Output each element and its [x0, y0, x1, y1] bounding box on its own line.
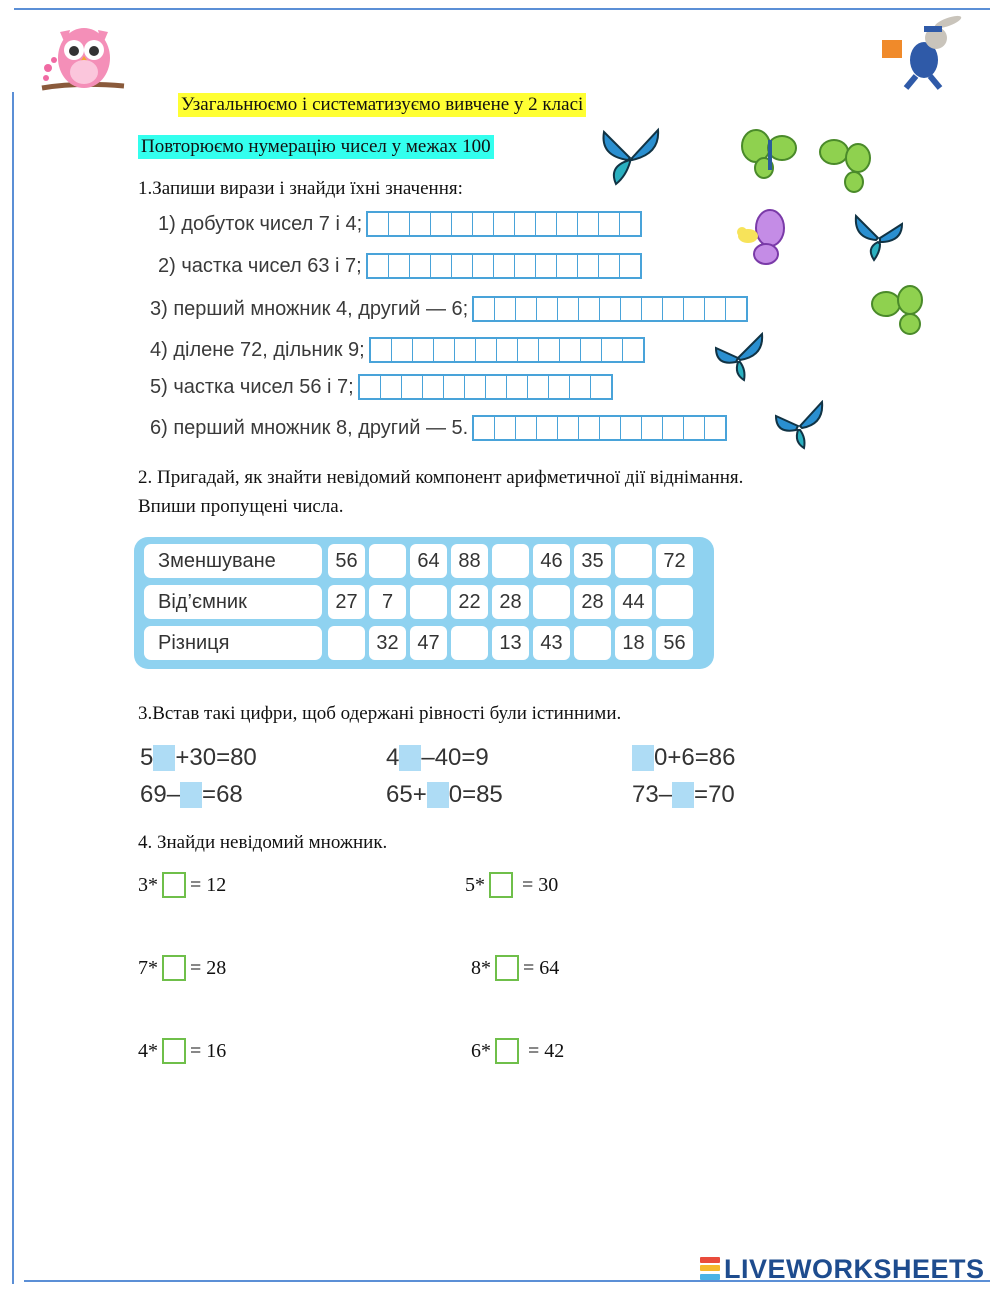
answer-cell[interactable]: [726, 298, 746, 320]
answer-cell[interactable]: [392, 339, 413, 361]
answer-cell[interactable]: [600, 417, 621, 439]
table-cell: 18: [615, 626, 652, 660]
answer-cell[interactable]: [549, 376, 570, 398]
equation-pre: 65+: [386, 781, 427, 808]
answer-cell[interactable]: [705, 417, 725, 439]
equation: [140, 744, 257, 772]
equation: [386, 744, 489, 772]
brand-name: LIVEWORKSHEETS: [724, 1254, 985, 1284]
expression-row: [158, 211, 642, 237]
row-header: Зменшуване: [144, 544, 322, 578]
table-cell: 27: [328, 585, 365, 619]
digit-input-box[interactable]: [672, 782, 694, 808]
logo-bar: [700, 1274, 720, 1280]
answer-cell[interactable]: [444, 376, 465, 398]
page-subtitle: Повторюємо нумерацію чисел у межах 100: [138, 135, 494, 159]
table-cell: 44: [615, 585, 652, 619]
answer-cell[interactable]: [410, 213, 431, 235]
answer-cell[interactable]: [494, 213, 515, 235]
answer-cell[interactable]: [621, 417, 642, 439]
answer-cell[interactable]: [581, 339, 602, 361]
answer-cell[interactable]: [642, 417, 663, 439]
table-cell: 7: [369, 585, 406, 619]
table-cell: 56: [328, 544, 365, 578]
answer-cell[interactable]: [389, 255, 410, 277]
answer-cell[interactable]: [578, 255, 599, 277]
table-row: [144, 585, 697, 621]
answer-cell[interactable]: [642, 298, 663, 320]
mult-post: = 64: [523, 956, 560, 979]
answer-cell[interactable]: [570, 376, 591, 398]
answer-cells[interactable]: [358, 374, 613, 400]
mult-pre: 8*: [471, 956, 491, 979]
answer-cell[interactable]: [663, 298, 684, 320]
expression-label: 1) добуток чисел 7 і 4;: [158, 212, 363, 235]
answer-cell[interactable]: [578, 213, 599, 235]
answer-cell[interactable]: [663, 417, 684, 439]
table-cell[interactable]: [410, 585, 447, 619]
answer-cell[interactable]: [705, 298, 726, 320]
answer-cell[interactable]: [537, 417, 558, 439]
table-cell: 32: [369, 626, 406, 660]
answer-cell[interactable]: [452, 255, 473, 277]
answer-cells[interactable]: [366, 253, 642, 279]
answer-cells[interactable]: [366, 211, 642, 237]
answer-cell[interactable]: [602, 339, 623, 361]
answer-cell[interactable]: [558, 298, 579, 320]
table-cell: 35: [574, 544, 611, 578]
multiplication-item: [138, 955, 226, 981]
answer-cells[interactable]: [472, 296, 748, 322]
expression-label: 5) частка чисел 56 і 7;: [150, 375, 354, 398]
table-cell: 28: [574, 585, 611, 619]
answer-cell[interactable]: [431, 213, 452, 235]
table-cell: 13: [492, 626, 529, 660]
owl-icon: [38, 16, 126, 98]
equation: [632, 744, 735, 772]
table-cell: 72: [656, 544, 693, 578]
equation-pre: 5: [140, 744, 154, 771]
answer-cell[interactable]: [495, 298, 516, 320]
table-cell: 64: [410, 544, 447, 578]
expression-row: [150, 374, 613, 400]
answer-cell[interactable]: [621, 298, 642, 320]
answer-cell[interactable]: [516, 298, 537, 320]
table-cell[interactable]: [656, 585, 693, 619]
task1-prompt: 1.Запиши вирази і знайди їхні значення:: [138, 178, 463, 199]
expression-label: 2) частка чисел 63 і 7;: [158, 254, 362, 277]
butterfly-icon: [818, 136, 874, 196]
butterfly-icon: [712, 332, 766, 382]
answer-cell[interactable]: [536, 255, 557, 277]
multiplication-item: [471, 955, 559, 981]
equation-post: =70: [694, 781, 735, 808]
table-row: [144, 626, 697, 662]
page-border-top: [14, 8, 990, 10]
factor-input-box[interactable]: [162, 955, 186, 981]
answer-cell[interactable]: [423, 376, 444, 398]
answer-cells[interactable]: [472, 415, 727, 441]
expression-label: 3) перший множник 4, другий — 6;: [150, 297, 469, 320]
row-header: Від’ємник: [144, 585, 322, 619]
digit-input-box[interactable]: [153, 745, 175, 771]
answer-cell[interactable]: [486, 376, 507, 398]
factor-input-box[interactable]: [162, 1038, 186, 1064]
multiplication-item: [471, 1038, 564, 1064]
answer-cell[interactable]: [579, 298, 600, 320]
equation-post: =68: [202, 781, 243, 808]
answer-cell[interactable]: [599, 255, 620, 277]
mult-post: = 30: [517, 873, 559, 896]
answer-cell[interactable]: [537, 298, 558, 320]
mult-post: = 16: [190, 1039, 227, 1062]
answer-cell[interactable]: [557, 213, 578, 235]
answer-cell[interactable]: [620, 213, 640, 235]
answer-cell[interactable]: [473, 213, 494, 235]
answer-cell[interactable]: [620, 255, 640, 277]
bunny-icon: [876, 14, 966, 92]
answer-cell[interactable]: [389, 213, 410, 235]
answer-cell[interactable]: [560, 339, 581, 361]
mult-pre: 7*: [138, 956, 158, 979]
table-cell: 28: [492, 585, 529, 619]
answer-cell[interactable]: [371, 339, 392, 361]
logo-bar: [700, 1257, 720, 1263]
answer-cell[interactable]: [434, 339, 455, 361]
answer-cell[interactable]: [623, 339, 643, 361]
multiplication-item: [465, 872, 558, 898]
answer-cell[interactable]: [465, 376, 486, 398]
digit-input-box[interactable]: [427, 782, 449, 808]
page-title: Узагальнюємо і систематизуємо вивчене у 2 класі: [178, 93, 586, 117]
answer-cell[interactable]: [495, 417, 516, 439]
answer-cell[interactable]: [579, 417, 600, 439]
equation-post: 0=85: [448, 781, 503, 808]
equation-post: –40=9: [421, 744, 489, 771]
mult-post: = 42: [523, 1039, 565, 1062]
answer-cell[interactable]: [539, 339, 560, 361]
table-cell[interactable]: [328, 626, 365, 660]
equation-pre: 69–: [140, 781, 181, 808]
butterfly-icon: [730, 206, 790, 270]
butterfly-icon: [740, 126, 800, 182]
table-cell[interactable]: [574, 626, 611, 660]
answer-cell[interactable]: [557, 255, 578, 277]
answer-cell[interactable]: [452, 213, 473, 235]
task2-prompt-line1: 2. Пригадай, як знайти невідомий компонент арифметичної дії віднімання.: [138, 467, 744, 488]
table-cell[interactable]: [451, 626, 488, 660]
factor-input-box[interactable]: [495, 1038, 519, 1064]
table-cell: 43: [533, 626, 570, 660]
mult-pre: 5*: [465, 873, 485, 896]
equation-pre: 4: [386, 744, 400, 771]
answer-cell[interactable]: [515, 255, 536, 277]
answer-cell[interactable]: [515, 213, 536, 235]
butterfly-icon: [772, 400, 826, 450]
table-cell[interactable]: [492, 544, 529, 578]
answer-cell[interactable]: [368, 255, 389, 277]
answer-cell[interactable]: [558, 417, 579, 439]
table-row: [144, 544, 697, 580]
equation-post: +30=80: [175, 744, 257, 771]
equation: [632, 781, 735, 809]
answer-cell[interactable]: [410, 255, 431, 277]
task2-prompt-line2: Впиши пропущені числа.: [138, 496, 344, 517]
answer-cell[interactable]: [494, 255, 515, 277]
answer-cell[interactable]: [360, 376, 381, 398]
multiplication-item: [138, 872, 226, 898]
answer-cell[interactable]: [413, 339, 434, 361]
butterfly-icon: [598, 126, 662, 190]
logo-bar: [700, 1265, 720, 1271]
task4-prompt: 4. Знайди невідомий множник.: [138, 832, 388, 853]
answer-cell[interactable]: [476, 339, 497, 361]
task3-prompt: 3.Встав такі цифри, щоб одержані рівності були істинними.: [138, 703, 622, 724]
table-cell: 47: [410, 626, 447, 660]
equation-pre: 73–: [632, 781, 673, 808]
answer-cell[interactable]: [474, 298, 495, 320]
expression-row: [150, 415, 727, 441]
answer-cell[interactable]: [402, 376, 423, 398]
answer-cell[interactable]: [497, 339, 518, 361]
butterfly-icon: [852, 212, 906, 264]
row-header: Різниця: [144, 626, 322, 660]
table-cell: 88: [451, 544, 488, 578]
mult-pre: 3*: [138, 873, 158, 896]
expression-label: 6) перший множник 8, другий — 5.: [150, 416, 469, 439]
answer-cell[interactable]: [599, 213, 620, 235]
expression-label: 4) ділене 72, дільник 9;: [150, 338, 365, 361]
answer-cell[interactable]: [684, 417, 705, 439]
multiplication-item: [138, 1038, 226, 1064]
expression-row: [150, 337, 645, 363]
expression-row: [158, 253, 642, 279]
mult-pre: 6*: [471, 1039, 491, 1062]
table-cell[interactable]: [369, 544, 406, 578]
factor-input-box[interactable]: [489, 872, 513, 898]
answer-cell[interactable]: [507, 376, 528, 398]
answer-cells[interactable]: [369, 337, 645, 363]
table-cell: 46: [533, 544, 570, 578]
answer-cell[interactable]: [516, 417, 537, 439]
logo-mark-icon: [700, 1257, 720, 1283]
butterfly-icon: [870, 282, 928, 338]
answer-cell[interactable]: [431, 255, 452, 277]
answer-cell[interactable]: [536, 213, 557, 235]
digit-input-box[interactable]: [399, 745, 421, 771]
answer-cell[interactable]: [473, 255, 494, 277]
digit-input-box[interactable]: [180, 782, 202, 808]
expression-row: [150, 296, 748, 322]
table-cell[interactable]: [533, 585, 570, 619]
table-cell[interactable]: [615, 544, 652, 578]
mult-pre: 4*: [138, 1039, 158, 1062]
mult-post: = 12: [190, 873, 227, 896]
answer-cell[interactable]: [518, 339, 539, 361]
subtraction-table: [134, 537, 714, 669]
answer-cell[interactable]: [528, 376, 549, 398]
page-border-left: [12, 92, 14, 1284]
equation-post: 0+6=86: [654, 744, 736, 771]
factor-input-box[interactable]: [495, 955, 519, 981]
equation: [386, 781, 503, 809]
answer-cell[interactable]: [368, 213, 389, 235]
liveworksheets-logo[interactable]: [700, 1254, 985, 1285]
table-cell: 56: [656, 626, 693, 660]
factor-input-box[interactable]: [162, 872, 186, 898]
mult-post: = 28: [190, 956, 227, 979]
answer-cell[interactable]: [381, 376, 402, 398]
answer-cell[interactable]: [684, 298, 705, 320]
answer-cell[interactable]: [455, 339, 476, 361]
digit-input-box[interactable]: [632, 745, 654, 771]
answer-cell[interactable]: [591, 376, 611, 398]
equation: [140, 781, 243, 809]
table-cell: 22: [451, 585, 488, 619]
answer-cell[interactable]: [474, 417, 495, 439]
answer-cell[interactable]: [600, 298, 621, 320]
